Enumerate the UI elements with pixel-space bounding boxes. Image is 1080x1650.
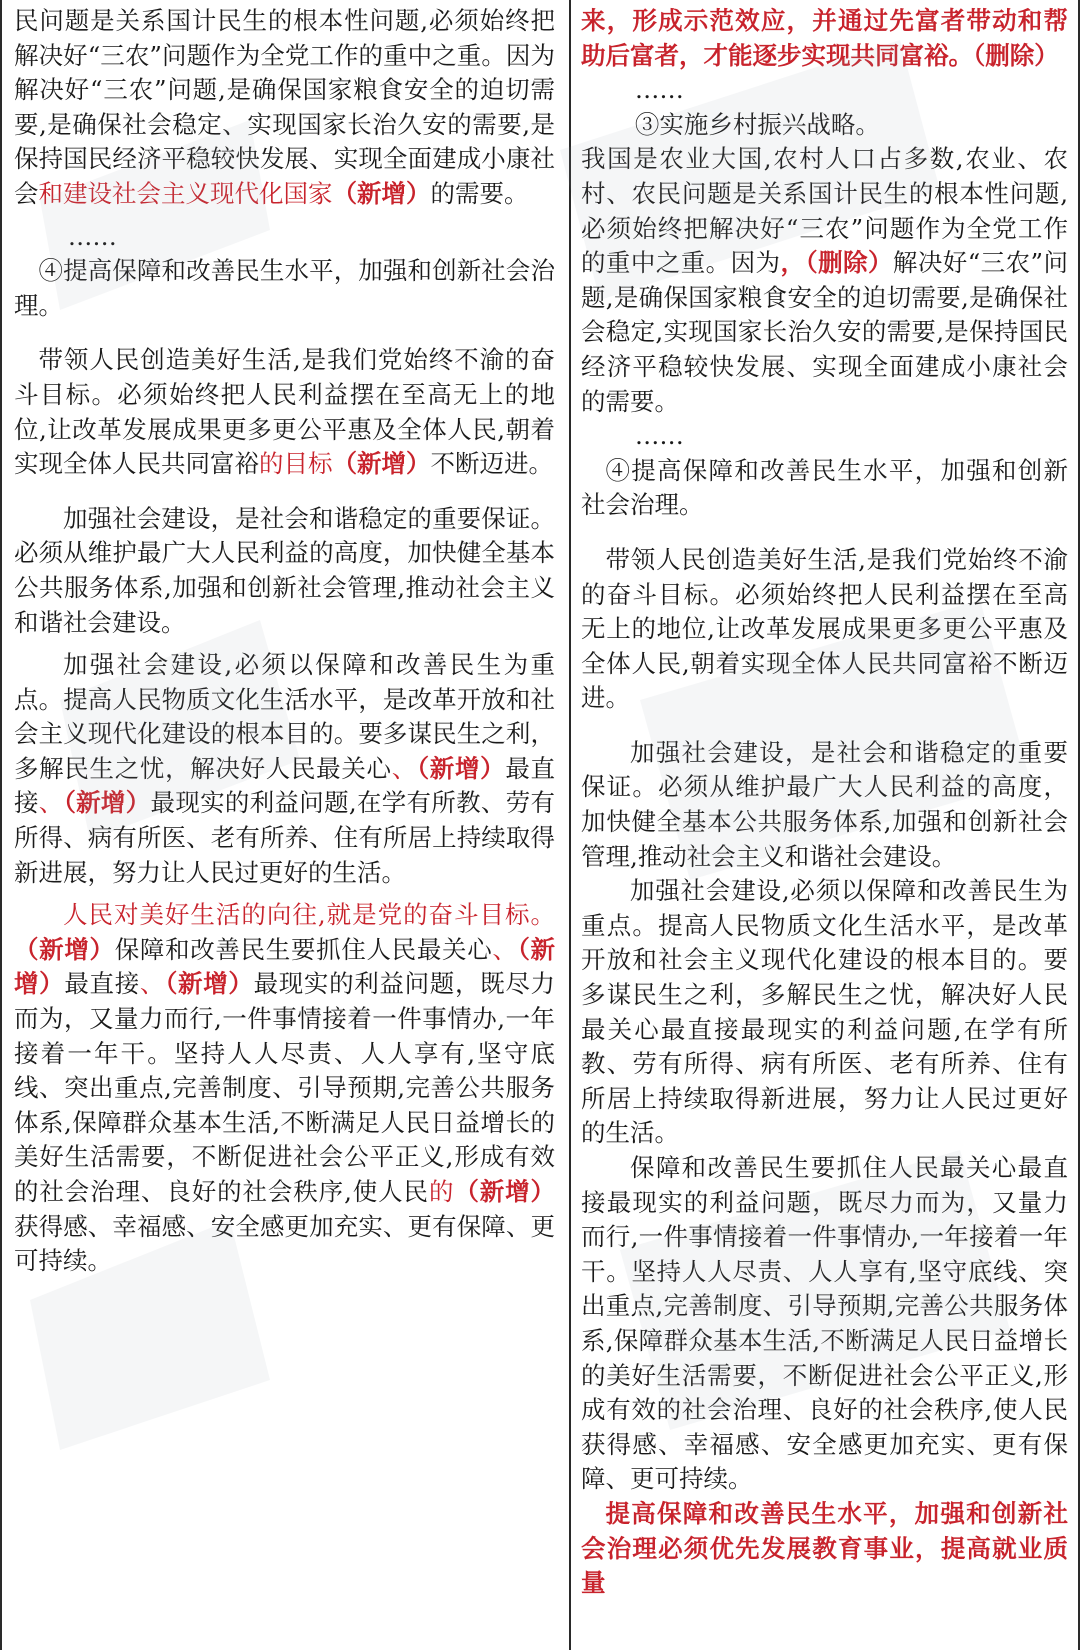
right-paragraph-deleted <box>581 4 1068 73</box>
added-tag: （新增） <box>14 934 556 999</box>
left-paragraph-aspiration: 人民对美好生活的向往,就是党的奋斗目标。（新增）保障和改善民生要抓住人民最关心、（新增）最直接、（新增）最现实的利益问题，既尽力而为，又量力而行,一件事情接着一件事情办,一年接着一年干。坚持人人尽责、人人享有,坚守底线、突出重点,完善制度、引导预期,完善公共服务体系,保障群众基本生活,不断满足人民日益增长的美好生活需要，不断促进社会公平正义,形成有效的社会治理、良好的社会秩序,使人民的（新增）获得感、幸福感、安全感更加充实、更有保障、更可持续。 <box>14 900 556 1276</box>
right-heading-3: ③实施乡村振兴战略。 <box>634 109 880 139</box>
left-paragraph-sannong: 民问题是关系国计民生的根本性问题,必须始终把解决好“三农”问题作为全党工作的重中之重。因为解决好“三农”问题,是确保国家粮食安全的迫切需要,是确保社会稳定、实现国家长治久安的需要,是保持国民经济平稳较快发展、实现全面建成小康社会和建设社会主义现代化国家（新增）的需要。 <box>14 6 555 208</box>
right-paragraph-protection: 保障和改善民生要抓住人民最关心最直接最现实的利益问题，既尽力而为，又量力而行,一件事情接着一件事情办,一年接着一年干。坚持人人尽责、人人享有,坚守底线、突出重点,完善制度、引导预期,完善公共服务体系,保障群众基本生活,不断满足人民日益增长的美好生活需要，不断促进社会公平正义,形成有效的社会治理、良好的社会秩序,使人民获得感、幸福感、安全感更加充实、更有保障、更可持续。 <box>581 1153 1068 1494</box>
left-heading-4: ④提高保障和改善民生水平，加强和创新社会治理。 <box>14 256 555 320</box>
right-paragraph-sannong: 我国是农业大国,农村人口占多数,农业、农村、农民问题是关系国计民生的根本性问题,必须始终把解决好“三农”问题作为全党工作的重中之重。因为，（删除）解决好“三农”问题,是确保国家粮食安全的迫切需要,是确保社会稳定,实现国家长治久安的需要,是保持国民经济平稳较快发展、实现全面建成小康社会的需要。 <box>581 144 1069 416</box>
left-paragraph-social-building: 加强社会建设，是社会和谐稳定的重要保证。必须从维护最广大人民利益的高度，加快健全基本公共服务体系,加强和创新社会管理,推动社会主义和谐社会建设。 <box>14 503 555 637</box>
added-text: 的目标 <box>259 449 333 479</box>
deleted-tag: （删除） <box>973 40 1059 70</box>
added-tag: （新增） <box>14 934 115 964</box>
added-tag: （新增） <box>165 969 254 999</box>
deleted-text: ， <box>780 248 806 278</box>
added-tag: （新增） <box>416 753 506 783</box>
ellipsis: …… <box>634 75 684 105</box>
left-paragraph-goal: 带领人民创造美好生活,是我们党始终不渝的奋斗目标。必须始终把人民利益摆在至高无上的地位,让改革发展成果更多更公平惠及全体人民,朝着实现全体人民共同富裕的目标（新增）不断迈进。 <box>14 345 555 479</box>
added-text: 、 <box>492 934 518 964</box>
added-text: 人民对美好生活的向往,就是党的奋斗目标。 <box>63 900 555 930</box>
added-tag: （新增） <box>63 788 151 818</box>
added-text: 、 <box>391 753 417 783</box>
ellipsis: …… <box>67 221 117 251</box>
right-paragraph-goal: 带领人民创造美好生活,是我们党始终不渝的奋斗目标。必须始终把人民利益摆在至高无上的地位,让改革发展成果更多更公平惠及全体人民,朝着实现全体人民共同富裕不断迈进。 <box>581 544 1068 713</box>
right-paragraph-education: 提高保障和改善民生水平，加强和创新社会治理必须优先发展教育事业，提高就业质量 <box>581 1498 1068 1598</box>
added-text: 、 <box>139 969 166 999</box>
right-paragraph-livelihood: 加强社会建设,必须以保障和改善民生为重点。提高人民物质文化生活水平，是改革开放和社会主义现代化建设的根本目的。要多谋民生之利，多解民生之忧，解决好人民最关心最直接最现实的利益问题,在学有所教、劳有所得、病有所医、老有所养、住有所居上持续取得新进展，努力让人民过更好的生活。 <box>581 876 1068 1148</box>
right-paragraph-social-building: 加强社会建设，是社会和谐稳定的重要保证。必须从维护最广大人民利益的高度，加快健全基本公共服务体系,加强和创新社会管理,推动社会主义和谐社会建设。 <box>581 737 1068 871</box>
deleted-tag: （删除） <box>805 248 893 278</box>
added-tag: （新增） <box>332 449 431 479</box>
deleted-text: 来，形成示范效应，并通过先富者带动和帮助后富者，才能逐步实现共同富裕。 <box>581 6 1068 70</box>
right-column-original <box>571 0 1078 1650</box>
added-text: 的 <box>428 1177 455 1206</box>
left-paragraph-livelihood: 加强社会建设,必须以保障和改善民生为重点。提高人民物质文化生活水平，是改革开放和社会主义现代化建设的根本目的。要多谋民生之利，多解民生之忧，解决好人民最关心、（新增）最直接、（新增）最现实的利益问题,在学有所教、劳有所得、病有所医、老有所养、住有所居上持续取得新进展，努力让人民过更好的生活。 <box>14 650 556 887</box>
added-tag: （新增） <box>332 178 431 208</box>
added-tag: （新增） <box>454 1177 555 1206</box>
left-column-revised <box>2 0 571 1650</box>
right-heading-4: ④提高保障和改善民生水平，加强和创新社会治理。 <box>581 455 1068 520</box>
ellipsis: …… <box>634 421 684 451</box>
added-text: 、 <box>38 788 64 818</box>
added-text: 和建设社会主义现代化国家 <box>38 178 333 208</box>
